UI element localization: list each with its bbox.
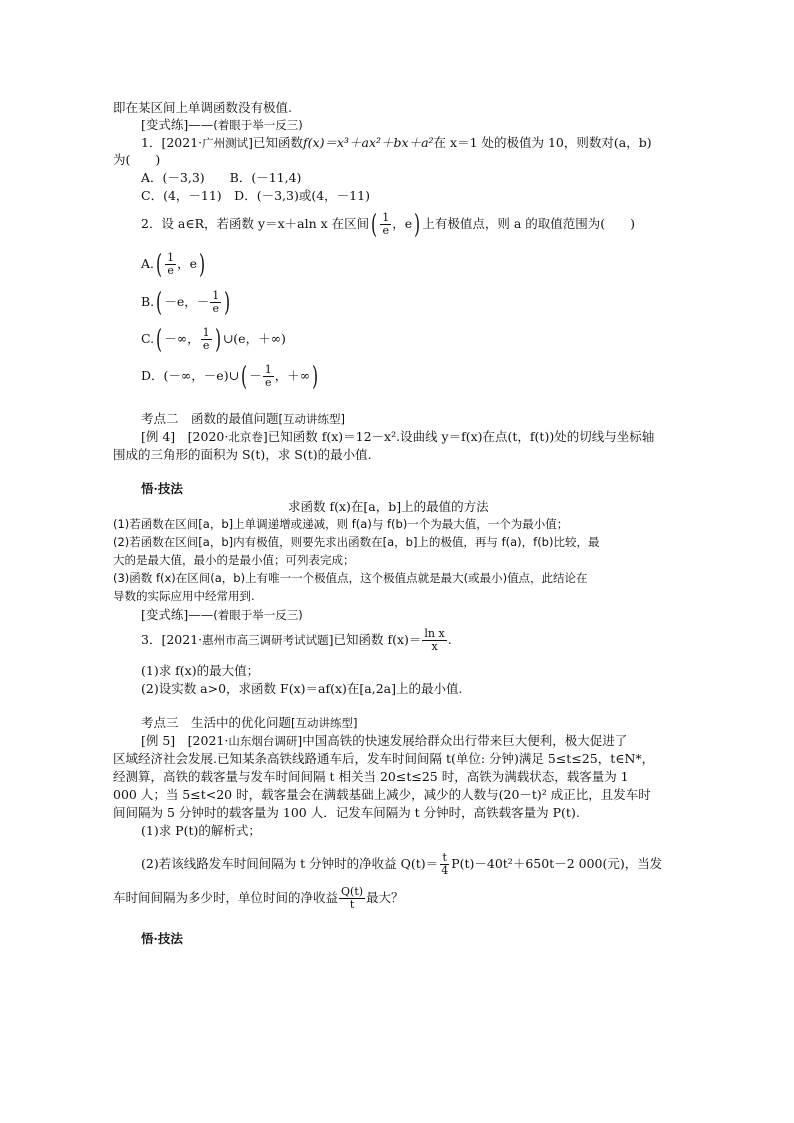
question-1-options-cd: C．(4，－11) D．(－3,3)或(4，－11) [141,188,370,203]
example-5-line-5: 间间隔为 5 分钟时的载客量为 100 人．记发车间隔为 t 分钟时，高铁载客量为 P(t). [113,805,580,820]
example-5-part-2-cont: 车时间间隔为多少时，单位时间的净收益 $\frac{Q(t)}{t}$ 最大？ [113,885,404,911]
question-2-option-d: D．(－∞，－e)∪( － $\frac{1}{e}$ ，＋∞) [141,361,319,392]
section-3-heading: 考点三 生活中的优化问题[互动讲练型] [141,715,358,730]
question-1-bracket: 为( ) [113,152,161,167]
method-item-3: (3)函数 f(x)在区间(a，b)上有唯一一个极值点，这个极值点就是最大(或最小)值点，此结论在 [113,571,588,585]
method-item-2: (2)若函数在区间[a，b]内有极值，则要先求出函数在[a，b]上的极值，再与 f(a)，f(b)比较，最 [113,535,600,549]
question-1-options-ab: A．(－3,3) B．(－11,4) [141,170,302,185]
method-item-3-cont: 导数的实际应用中经常用到. [113,589,255,603]
example-5: [例 5] [2021·山东烟台调研]中国高铁的快速发展给群众出行带来巨大便利，极大促进了 [141,733,628,748]
question-3-part-1: (1)求 f(x)的最大值； [141,663,260,678]
technique-heading-1: 悟·技法 [141,481,183,496]
question-2: 2．设 a∈R，若函数 y＝x＋aln x 在区间( $\frac{1}{e}$ ，e) 上有极值点，则 a 的取值范围为( ) [141,209,636,240]
technique-heading-2: 悟·技法 [141,931,183,946]
example-5-part-2: (2)若该线路发车时间间隔为 t 分钟时的净收益 Q(t)＝ $\frac{t}{4}$ P(t)－40t²＋650t－2 000(元)，当发 [141,851,663,877]
question-2-option-a: A.( $\frac{1}{e}$ ，e) [141,249,206,280]
example-5-line-2: 区域经济社会发展.已知某条高铁线路通车后，发车时间间隔 t(单位: 分钟)满足 5≤t≤25，t∈N*， [113,751,655,766]
example-4: [例 4] [2020·北京卷]已知函数 f(x)＝12－x².设曲线 y＝f(x)在点(t，f(t))处的切线与坐标轴 [141,429,655,444]
example-4-cont: 围成的三角形的面积为 S(t)，求 S(t)的最小值. [113,447,372,462]
question-2-option-b: B.( －e，－ $\frac{1}{e}$ ) [141,287,231,318]
question-3-part-2: (2)设实数 a>0，求函数 F(x)＝af(x)在[a,2a]上的最小值. [141,681,463,696]
section-2-heading: 考点二 函数的最值问题[互动讲练型] [141,411,345,426]
question-2-option-c: C.( －∞， $\frac{1}{e}$ ) ∪(e，＋∞) [141,324,286,355]
question-1: 1．[2021·广州测试]已知函数f(x)＝x³＋ax²＋bx＋a²在 x＝1 处的极值为 10，则数对(a，b) [141,135,652,150]
method-title: 求函数 f(x)在[a，b]上的最值的方法 [288,499,489,514]
example-5-line-4: 000 人；当 5≤t<20 时，载客量会在满载基础上减少，减少的人数与(20－t)² 成正比，且发车时 [113,787,651,802]
question-3: 3．[2021·惠州市高三调研考试试题]已知函数 f(x)＝ $\frac{\text{ln x}}{x}$ . [141,627,452,653]
example-5-line-3: 经测算，高铁的载客量与发车时间间隔 t 相关当 20≤t≤25 时，高铁为满载状态，载客量为 1 [113,769,629,784]
intro-line: 即在某区间上单调函数没有极值. [113,100,292,115]
variant-practice-header: [变式练]——(着眼于举一反三) [141,117,303,132]
variant-practice-header-2: [变式练]——(着眼于举一反三) [141,607,303,622]
method-item-1: (1)若函数在区间[a，b]上单调递增或递减，则 f(a)与 f(b)一个为最大值，一个为最小值； [113,517,569,531]
method-item-2-cont: 大的是最大值，最小的是最小值；可列表完成； [113,553,355,567]
example-5-part-1: (1)求 P(t)的解析式； [141,823,261,838]
